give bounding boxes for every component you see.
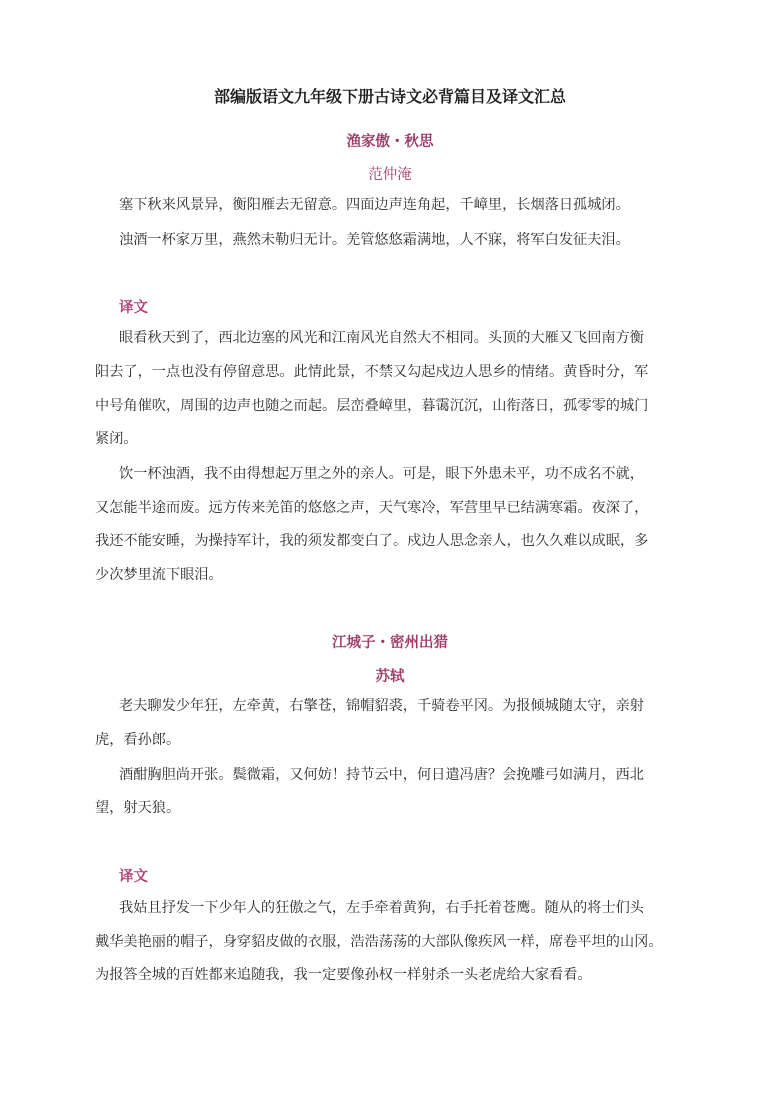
translation-line: 紧闭。	[95, 431, 138, 447]
document-title: 部编版语文九年级下册古诗文必背篇目及译文汇总	[213, 87, 566, 106]
poem-line: 塞下秋来风景异，衡阳雁去无留意。四面边声连角起，千嶂里，长烟落日孤城闭。	[119, 197, 630, 213]
poem-title: 渔家傲・秋思	[346, 134, 434, 150]
translation-line: 我姑且抒发一下少年人的狂傲之气，左手牵着黄狗，右手托着苍鹰。随从的将士们头	[119, 900, 644, 916]
translation-label: 译文	[119, 300, 148, 316]
translation-label: 译文	[119, 869, 148, 885]
poem-author: 范仲淹	[368, 167, 412, 183]
translation-line: 眼看秋天到了，西北边塞的风光和江南风光自然大不相同。头顶的大雁又飞回南方衡	[119, 330, 644, 346]
poem-line: 老夫聊发少年狂，左牵黄，右擎苍，锦帽貂裘，千骑卷平冈。为报倾城随太守，亲射	[119, 698, 644, 714]
poem-line: 浊酒一杯家万里，燕然未勒归无计。羌管悠悠霜满地，人不寐，将军白发征夫泪。	[119, 232, 630, 248]
translation-line: 我还不能安睡，为操持军计，我的须发都变白了。戍边人思念亲人，也久久难以成眠，多	[95, 533, 649, 549]
translation-line: 为报答全城的百姓都来追随我，我一定要像孙权一样射杀一头老虎给大家看看。	[95, 967, 592, 983]
translation-line: 少次梦里流下眼泪。	[95, 567, 223, 583]
poem-line: 虎，看孙郎。	[95, 732, 181, 748]
poem-line: 酒酣胸胆尚开张。鬓微霜，又何妨！持节云中，何日遣冯唐？会挽雕弓如满月，西北	[119, 767, 644, 783]
translation-line: 阳去了，一点也没有停留意思。此情此景，不禁又勾起戍边人思乡的情绪。黄昏时分，军	[95, 364, 649, 380]
translation-line: 中号角催吹，周围的边声也随之而起。层峦叠嶂里，暮霭沉沉，山衔落日，孤零零的城门	[95, 398, 649, 414]
poem-title: 江城子・密州出猎	[332, 635, 448, 651]
translation-line: 又怎能半途而废。远方传来羌笛的悠悠之声，天气寒冷，军营里早已结满寒霜。夜深了，	[95, 500, 649, 516]
translation-line: 戴华美艳丽的帽子，身穿貂皮做的衣服，浩浩荡荡的大部队像疾风一样，席卷平坦的山冈。	[95, 934, 663, 950]
poem-author: 苏轼	[375, 669, 405, 685]
translation-line: 饮一杯浊酒，我不由得想起万里之外的亲人。可是，眼下外患未平，功不成名不就，	[119, 466, 644, 482]
poem-line: 望，射天狼。	[95, 800, 181, 816]
